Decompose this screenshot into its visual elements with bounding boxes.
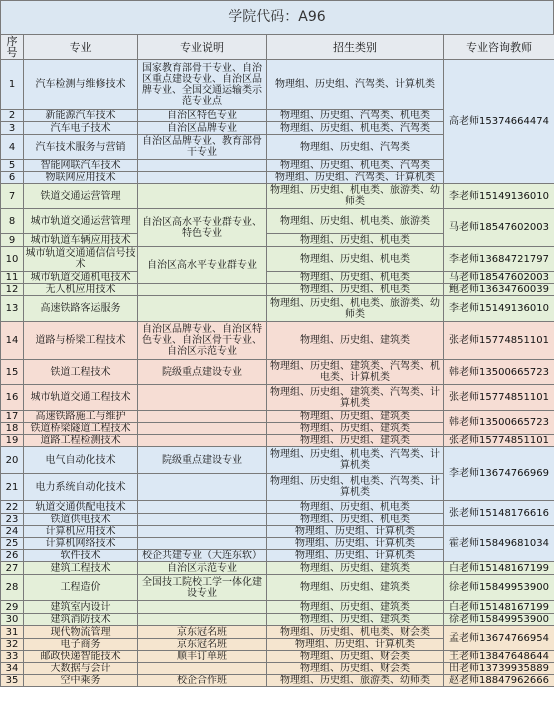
row-description: 顺丰订单班 (138, 651, 267, 663)
row-category: 物理组、历史组、机电类 (267, 247, 444, 272)
row-no: 29 (1, 601, 24, 614)
row-no: 24 (1, 526, 24, 538)
row-no: 31 (1, 626, 24, 639)
row-teacher: 徐老师15849953900 (444, 614, 554, 626)
row-major: 智能网联汽车技术 (24, 160, 138, 172)
row-teacher: 张老师15148176616 (444, 501, 554, 526)
row-no: 25 (1, 538, 24, 550)
row-category: 物理组、历史组、汽驾类、机电类 (267, 110, 444, 122)
row-category: 物理组、历史组、机电类、旅游类 (267, 209, 444, 234)
row-no: 10 (1, 247, 24, 272)
row-teacher: 李老师13684721797 (444, 247, 554, 272)
row-major: 无人机应用技术 (24, 284, 138, 296)
row-no: 13 (1, 296, 24, 322)
row-major: 大数据与会计 (24, 663, 138, 675)
row-no: 12 (1, 284, 24, 296)
row-teacher: 韩老师13500665723 (444, 360, 554, 385)
table-row (1, 447, 554, 474)
row-no: 3 (1, 122, 24, 135)
row-teacher: 白老师15148167199 (444, 601, 554, 614)
row-no: 6 (1, 172, 24, 184)
row-no: 2 (1, 110, 24, 122)
row-description (138, 538, 267, 550)
row-description: 院级重点建设专业 (138, 360, 267, 385)
row-teacher: 鲍老师13634760039 (444, 284, 554, 296)
row-description (138, 172, 267, 184)
table-row (1, 284, 554, 296)
row-no: 26 (1, 550, 24, 562)
row-teacher: 白老师15148167199 (444, 562, 554, 575)
row-teacher: 赵老师18847962666 (444, 675, 554, 687)
row-category: 物理组、历史组、建筑类、汽驾类、机电类、计算机类 (267, 360, 444, 385)
row-teacher: 李老师15149136010 (444, 184, 554, 209)
row-category: 物理组、历史组、机电类 (267, 514, 444, 526)
row-major: 汽车检测与维修技术 (24, 60, 138, 110)
table-row (1, 60, 554, 110)
row-description: 院级重点建设专业 (138, 447, 267, 474)
row-major: 汽车技术服务与营销 (24, 135, 138, 160)
row-major: 城市轨道交通运营管理 (24, 209, 138, 234)
row-major: 轨道交通供配电技术 (24, 501, 138, 514)
row-major: 现代物流管理 (24, 626, 138, 639)
row-teacher: 高老师15374664474 (444, 60, 554, 184)
row-major: 计算机网络技术 (24, 538, 138, 550)
row-description: 国家教育部骨干专业、自治区重点建设专业、自治区品牌专业、全国交通运输类示范专业点 (138, 60, 267, 110)
row-description: 自治区特色专业 (138, 110, 267, 122)
row-major: 邮政快递智能技术 (24, 651, 138, 663)
row-major: 铁道交通运营管理 (24, 184, 138, 209)
table-row (1, 184, 554, 209)
row-major: 铁道供电技术 (24, 514, 138, 526)
row-category: 物理组、历史组、建筑类、汽驾类、计算机类 (267, 385, 444, 411)
row-no: 23 (1, 514, 24, 526)
row-category: 物理组、历史组、计算机类 (267, 538, 444, 550)
row-category: 物理组、历史组、汽驾类、计算机类 (267, 172, 444, 184)
table-row (1, 526, 554, 538)
row-category: 物理组、历史组、机电类、旅游类、幼师类 (267, 184, 444, 209)
row-description (138, 514, 267, 526)
row-description (138, 160, 267, 172)
row-description: 校企共建专业（大连东软） (138, 550, 267, 562)
header-major: 专业 (24, 35, 138, 60)
row-description (138, 385, 267, 411)
row-no: 34 (1, 663, 24, 675)
row-no: 4 (1, 135, 24, 160)
row-major: 空中乘务 (24, 675, 138, 687)
row-description: 京东冠名班 (138, 639, 267, 651)
row-category: 物理组、历史组、财会类 (267, 651, 444, 663)
row-description: 自治区品牌专业、教育部骨干专业 (138, 135, 267, 160)
row-no: 16 (1, 385, 24, 411)
row-category: 物理组、历史组、机电类 (267, 501, 444, 514)
row-category: 物理组、历史组、计算机类 (267, 526, 444, 538)
row-teacher: 徐老师15849953900 (444, 575, 554, 601)
table-row (1, 296, 554, 322)
row-no: 33 (1, 651, 24, 663)
page-title: 学院代码：A96 (0, 0, 554, 34)
row-major: 城市轨道车辆应用技术 (24, 234, 138, 247)
row-category: 物理组、历史组、机电类、旅游类、幼师类 (267, 296, 444, 322)
row-no: 1 (1, 60, 24, 110)
row-major: 电子商务 (24, 639, 138, 651)
row-category: 物理组、历史组、计算机类 (267, 639, 444, 651)
row-no: 7 (1, 184, 24, 209)
row-major: 城市轨道交通机电技术 (24, 272, 138, 284)
table-row (1, 501, 554, 514)
row-category: 物理组、历史组、建筑类 (267, 423, 444, 435)
table-row (1, 411, 554, 423)
row-teacher: 张老师15774851101 (444, 322, 554, 360)
row-no: 28 (1, 575, 24, 601)
row-category: 物理组、历史组、建筑类 (267, 411, 444, 423)
row-category: 物理组、历史组、财会类 (267, 663, 444, 675)
row-major: 高速铁路客运服务 (24, 296, 138, 322)
row-no: 9 (1, 234, 24, 247)
row-category: 物理组、历史组、建筑类 (267, 562, 444, 575)
row-teacher: 王老师13847648644 (444, 651, 554, 663)
table-row (1, 601, 554, 614)
row-category: 物理组、历史组、机电类 (267, 272, 444, 284)
header-teacher: 专业咨询教师 (444, 35, 554, 60)
row-major: 物联网应用技术 (24, 172, 138, 184)
table-row (1, 247, 554, 272)
table-row (1, 614, 554, 626)
row-description (138, 526, 267, 538)
row-no: 27 (1, 562, 24, 575)
row-no: 35 (1, 675, 24, 687)
row-category: 物理组、历史组、计算机类 (267, 550, 444, 562)
table-row (1, 360, 554, 385)
row-description (138, 435, 267, 447)
row-no: 30 (1, 614, 24, 626)
row-description (138, 614, 267, 626)
row-teacher: 李老师15149136010 (444, 296, 554, 322)
row-category: 物理组、历史组、旅游类、幼师类 (267, 675, 444, 687)
table-row (1, 575, 554, 601)
row-category: 物理组、历史组、建筑类 (267, 575, 444, 601)
row-major: 铁道工程技术 (24, 360, 138, 385)
table-row (1, 435, 554, 447)
table-row (1, 209, 554, 234)
row-teacher: 马老师18547602003 (444, 209, 554, 247)
row-description (138, 423, 267, 435)
row-category: 物理组、历史组、建筑类 (267, 322, 444, 360)
row-teacher: 张老师15774851101 (444, 385, 554, 411)
table-row (1, 272, 554, 284)
row-description (138, 411, 267, 423)
row-category: 物理组、历史组、汽驾类、计算机类 (267, 60, 444, 110)
majors-table (0, 34, 554, 687)
row-description (138, 284, 267, 296)
row-teacher: 张老师15774851101 (444, 435, 554, 447)
row-description: 校企合作班 (138, 675, 267, 687)
table-row (1, 562, 554, 575)
table-row (1, 675, 554, 687)
row-description (138, 501, 267, 514)
row-no: 8 (1, 209, 24, 234)
row-description (138, 663, 267, 675)
row-major: 新能源汽车技术 (24, 110, 138, 122)
header-no: 序号 (1, 35, 24, 60)
header-description: 专业说明 (138, 35, 267, 60)
row-no: 20 (1, 447, 24, 474)
row-major: 电力系统自动化技术 (24, 474, 138, 501)
table-row (1, 322, 554, 360)
header-row (1, 35, 554, 60)
row-major: 电气自动化技术 (24, 447, 138, 474)
row-category: 物理组、历史组、机电类、汽驾类 (267, 122, 444, 135)
row-major: 建筑室内设计 (24, 601, 138, 614)
row-category: 物理组、历史组、机电类、财会类 (267, 626, 444, 639)
row-no: 14 (1, 322, 24, 360)
row-major: 软件技术 (24, 550, 138, 562)
row-no: 18 (1, 423, 24, 435)
row-description (138, 184, 267, 209)
row-no: 22 (1, 501, 24, 514)
row-major: 高速铁路施工与维护 (24, 411, 138, 423)
table-row (1, 385, 554, 411)
row-description: 自治区示范专业 (138, 562, 267, 575)
row-no: 15 (1, 360, 24, 385)
row-description: 京东冠名班 (138, 626, 267, 639)
row-category: 物理组、历史组、机电类 (267, 234, 444, 247)
table-row (1, 626, 554, 639)
row-description (138, 296, 267, 322)
row-no: 21 (1, 474, 24, 501)
row-description (138, 601, 267, 614)
row-category: 物理组、历史组、机电类、汽驾类 (267, 160, 444, 172)
row-teacher: 李老师13674766969 (444, 447, 554, 501)
row-major: 工程造价 (24, 575, 138, 601)
row-no: 17 (1, 411, 24, 423)
row-major: 道路与桥梁工程技术 (24, 322, 138, 360)
row-no: 11 (1, 272, 24, 284)
row-category: 物理组、历史组、建筑类 (267, 601, 444, 614)
row-category: 物理组、历史组、汽驾类 (267, 135, 444, 160)
row-category: 物理组、历史组、机电类、汽驾类、计算机类 (267, 447, 444, 474)
row-category: 物理组、历史组、建筑类 (267, 614, 444, 626)
row-no: 19 (1, 435, 24, 447)
row-teacher: 霍老师15849681034 (444, 526, 554, 562)
row-major: 城市轨道交通通信信号技术 (25, 248, 136, 270)
row-description (138, 474, 267, 501)
row-major: 道路工程检测技术 (24, 435, 138, 447)
row-description: 自治区高水平专业群专业、特色专业 (138, 209, 267, 247)
header-category: 招生类别 (267, 35, 444, 60)
table-row (1, 651, 554, 663)
row-description: 自治区品牌专业、自治区特色专业、自治区骨干专业、自治区示范专业 (138, 322, 267, 360)
row-no: 5 (1, 160, 24, 172)
row-teacher: 马老师18547602003 (444, 272, 554, 284)
table-row (1, 663, 554, 675)
row-no: 32 (1, 639, 24, 651)
row-teacher: 田老师13739935889 (444, 663, 554, 675)
row-major: 建筑工程技术 (24, 562, 138, 575)
row-description: 自治区高水平专业群专业 (138, 247, 267, 284)
row-major: 计算机应用技术 (24, 526, 138, 538)
row-major: 城市轨道交通工程技术 (24, 385, 138, 411)
row-major: 铁道桥梁隧道工程技术 (24, 423, 138, 435)
row-major: 汽车电子技术 (24, 122, 138, 135)
row-category: 物理组、历史组、机电类、汽驾类、计算机类 (267, 474, 444, 501)
row-teacher: 韩老师13500665723 (444, 411, 554, 435)
row-description: 全国技工院校工学一体化建设专业 (138, 575, 267, 601)
row-description: 自治区品牌专业 (138, 122, 267, 135)
row-teacher: 孟老师13674766954 (444, 626, 554, 651)
row-major: 建筑消防技术 (24, 614, 138, 626)
row-category: 物理组、历史组、机电类 (267, 284, 444, 296)
row-category: 物理组、历史组、建筑类 (267, 435, 444, 447)
